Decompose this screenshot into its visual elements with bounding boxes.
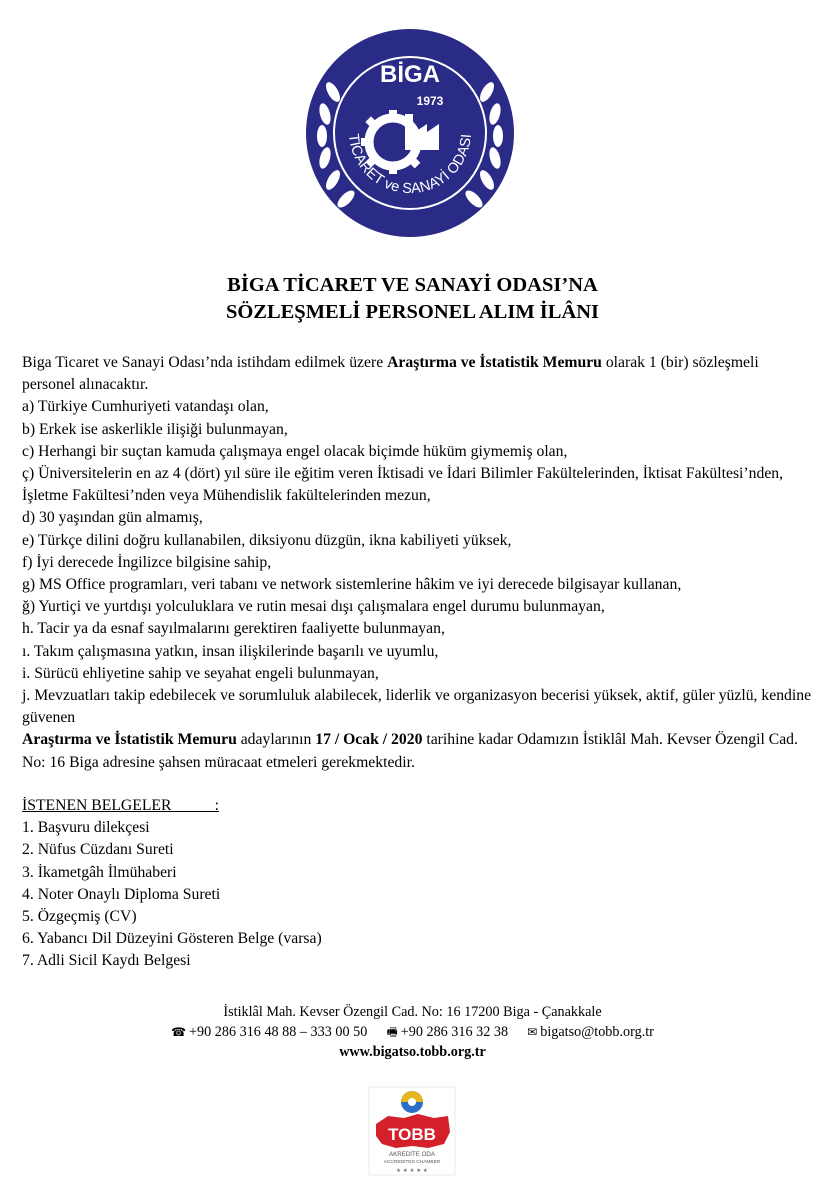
requirement-item: ğ) Yurtiçi ve yurtdışı yolculuklara ve rutin mesai dışı çalışmalara engel durumu bulunmayan, bbox=[22, 598, 605, 616]
deadline-date: 17 / Ocak / 2020 bbox=[315, 731, 423, 749]
document-item: 7. Adli Sicil Kaydı Belgesi bbox=[22, 952, 191, 970]
required-documents bbox=[22, 795, 622, 973]
footer-fax: +90 286 316 32 38 bbox=[400, 1024, 509, 1040]
footer-address: İstiklâl Mah. Kevser Özengil Cad. No: 16 17200 Biga - Çanakkale bbox=[223, 1004, 602, 1020]
documents-list bbox=[22, 817, 622, 972]
tobb-subtitle-2: ACCREDITED CHAMBER bbox=[383, 1160, 441, 1165]
title-line-2: SÖZLEŞMELİ PERSONEL ALIM İLÂNI bbox=[225, 301, 600, 323]
requirement-item: h. Tacir ya da esnaf sayılmalarını gerektiren faaliyette bulunmayan, bbox=[22, 620, 445, 638]
logo-top-text: BİGA bbox=[380, 61, 440, 88]
announcement-title bbox=[0, 272, 825, 326]
requirement-item: e) Türkçe dilini doğru kullanabilen, diksiyonu düzgün, ikna kabiliyeti yüksek, bbox=[22, 531, 512, 549]
requirement-item: ç) Üniversitelerin en az 4 (dört) yıl süre ile eğitim veren İktisadi ve İdari Bilimler Fakültelerinden, İktisat Fakültesi’nden, İşletme Fakültesi’nden veya Mühendislik fakültelerinden mezun, bbox=[22, 465, 784, 505]
footer-contact bbox=[0, 1022, 825, 1042]
requirement-item: ı. Takım çalışmasına yatkın, insan ilişkilerinde başarılı ve uyumlu, bbox=[22, 642, 439, 660]
tobb-accredited-logo bbox=[368, 1086, 456, 1176]
envelope-icon: ✉ bbox=[527, 1025, 538, 1039]
footer-website[interactable]: www.bigatso.tobb.org.tr bbox=[339, 1044, 486, 1060]
requirement-item: c) Herhangi bir suçtan kamuda çalışmaya engel olacak biçimde hüküm giymemiş olan, bbox=[22, 442, 568, 460]
requirement-item: g) MS Office programları, veri tabanı ve network sistemlerine hâkim ve iyi derecede bilgisayar kullanan, bbox=[22, 576, 682, 594]
document-item: 4. Noter Onaylı Diploma Sureti bbox=[22, 885, 221, 903]
document-item: 1. Başvuru dilekçesi bbox=[22, 819, 150, 837]
intro-paragraph: Biga Ticaret ve Sanayi Odası’nda istihdam edilmek üzere Araştırma ve İstatistik Memuru olarak 1 (bir) sözleşmeli personel alınacaktır. bbox=[22, 354, 759, 394]
logo-ring-text: TİCARET ve SANAYİ ODASI bbox=[344, 132, 475, 198]
fax-icon: 🖷 bbox=[386, 1025, 398, 1039]
document-item: 3. İkametgâh İlmühaberi bbox=[22, 863, 177, 881]
requirement-item: d) 30 yaşından gün almamış, bbox=[22, 509, 203, 527]
phone-icon: ☎ bbox=[171, 1025, 187, 1039]
tobb-subtitle-1: AKREDİTE ODA bbox=[388, 1151, 436, 1158]
title-line-1: BİGA TİCARET VE SANAYİ ODASI’NA bbox=[227, 274, 598, 296]
footer-phone: +90 286 316 48 88 – 333 00 50 bbox=[189, 1024, 368, 1040]
document-item: 6. Yabancı Dil Düzeyini Gösteren Belge (varsa) bbox=[22, 930, 322, 948]
tobb-name: TOBB bbox=[388, 1125, 436, 1144]
requirement-item: b) Erkek ise askerlikle ilişiği bulunmayan, bbox=[22, 420, 288, 438]
requirement-item: i. Sürücü ehliyetine sahip ve seyahat engeli bulunmayan, bbox=[22, 664, 379, 682]
footer bbox=[0, 1002, 825, 1062]
requirement-item: f) İyi derecede İngilizce bilgisine sahip, bbox=[22, 553, 272, 571]
requirement-item: a) Türkiye Cumhuriyeti vatandaşı olan, bbox=[22, 398, 269, 416]
footer-email[interactable]: bigatso@tobb.org.tr bbox=[540, 1024, 654, 1040]
announcement-body bbox=[22, 352, 812, 774]
tobb-stars: ★ ★ ★ ★ ★ bbox=[396, 1168, 428, 1174]
document-item: 2. Nüfus Cüzdanı Sureti bbox=[22, 841, 174, 859]
requirement-item: j. Mevzuatları takip edebilecek ve sorumluluk alabilecek, liderlik ve organizasyon becerisi yüksek, aktif, güler yüzlü, kendine güvenen bbox=[22, 687, 812, 727]
logo-year: 1973 bbox=[416, 94, 444, 108]
tobb-emblem-icon bbox=[401, 1091, 423, 1113]
position-name: Araştırma ve İstatistik Memuru bbox=[387, 354, 602, 371]
document-item: 5. Özgeçmiş (CV) bbox=[22, 908, 137, 926]
biga-tso-logo bbox=[305, 22, 515, 244]
closing-paragraph: Araştırma ve İstatistik Memuru adaylarının 17 / Ocak / 2020 tarihine kadar Odamızın İstiklâl Mah. Kevser Özengil Cad. No: 16 Biga adresine şahsen müracaat etmeleri gerekmektedir. bbox=[22, 731, 798, 771]
documents-heading: İSTENEN BELGELER : bbox=[22, 797, 219, 814]
